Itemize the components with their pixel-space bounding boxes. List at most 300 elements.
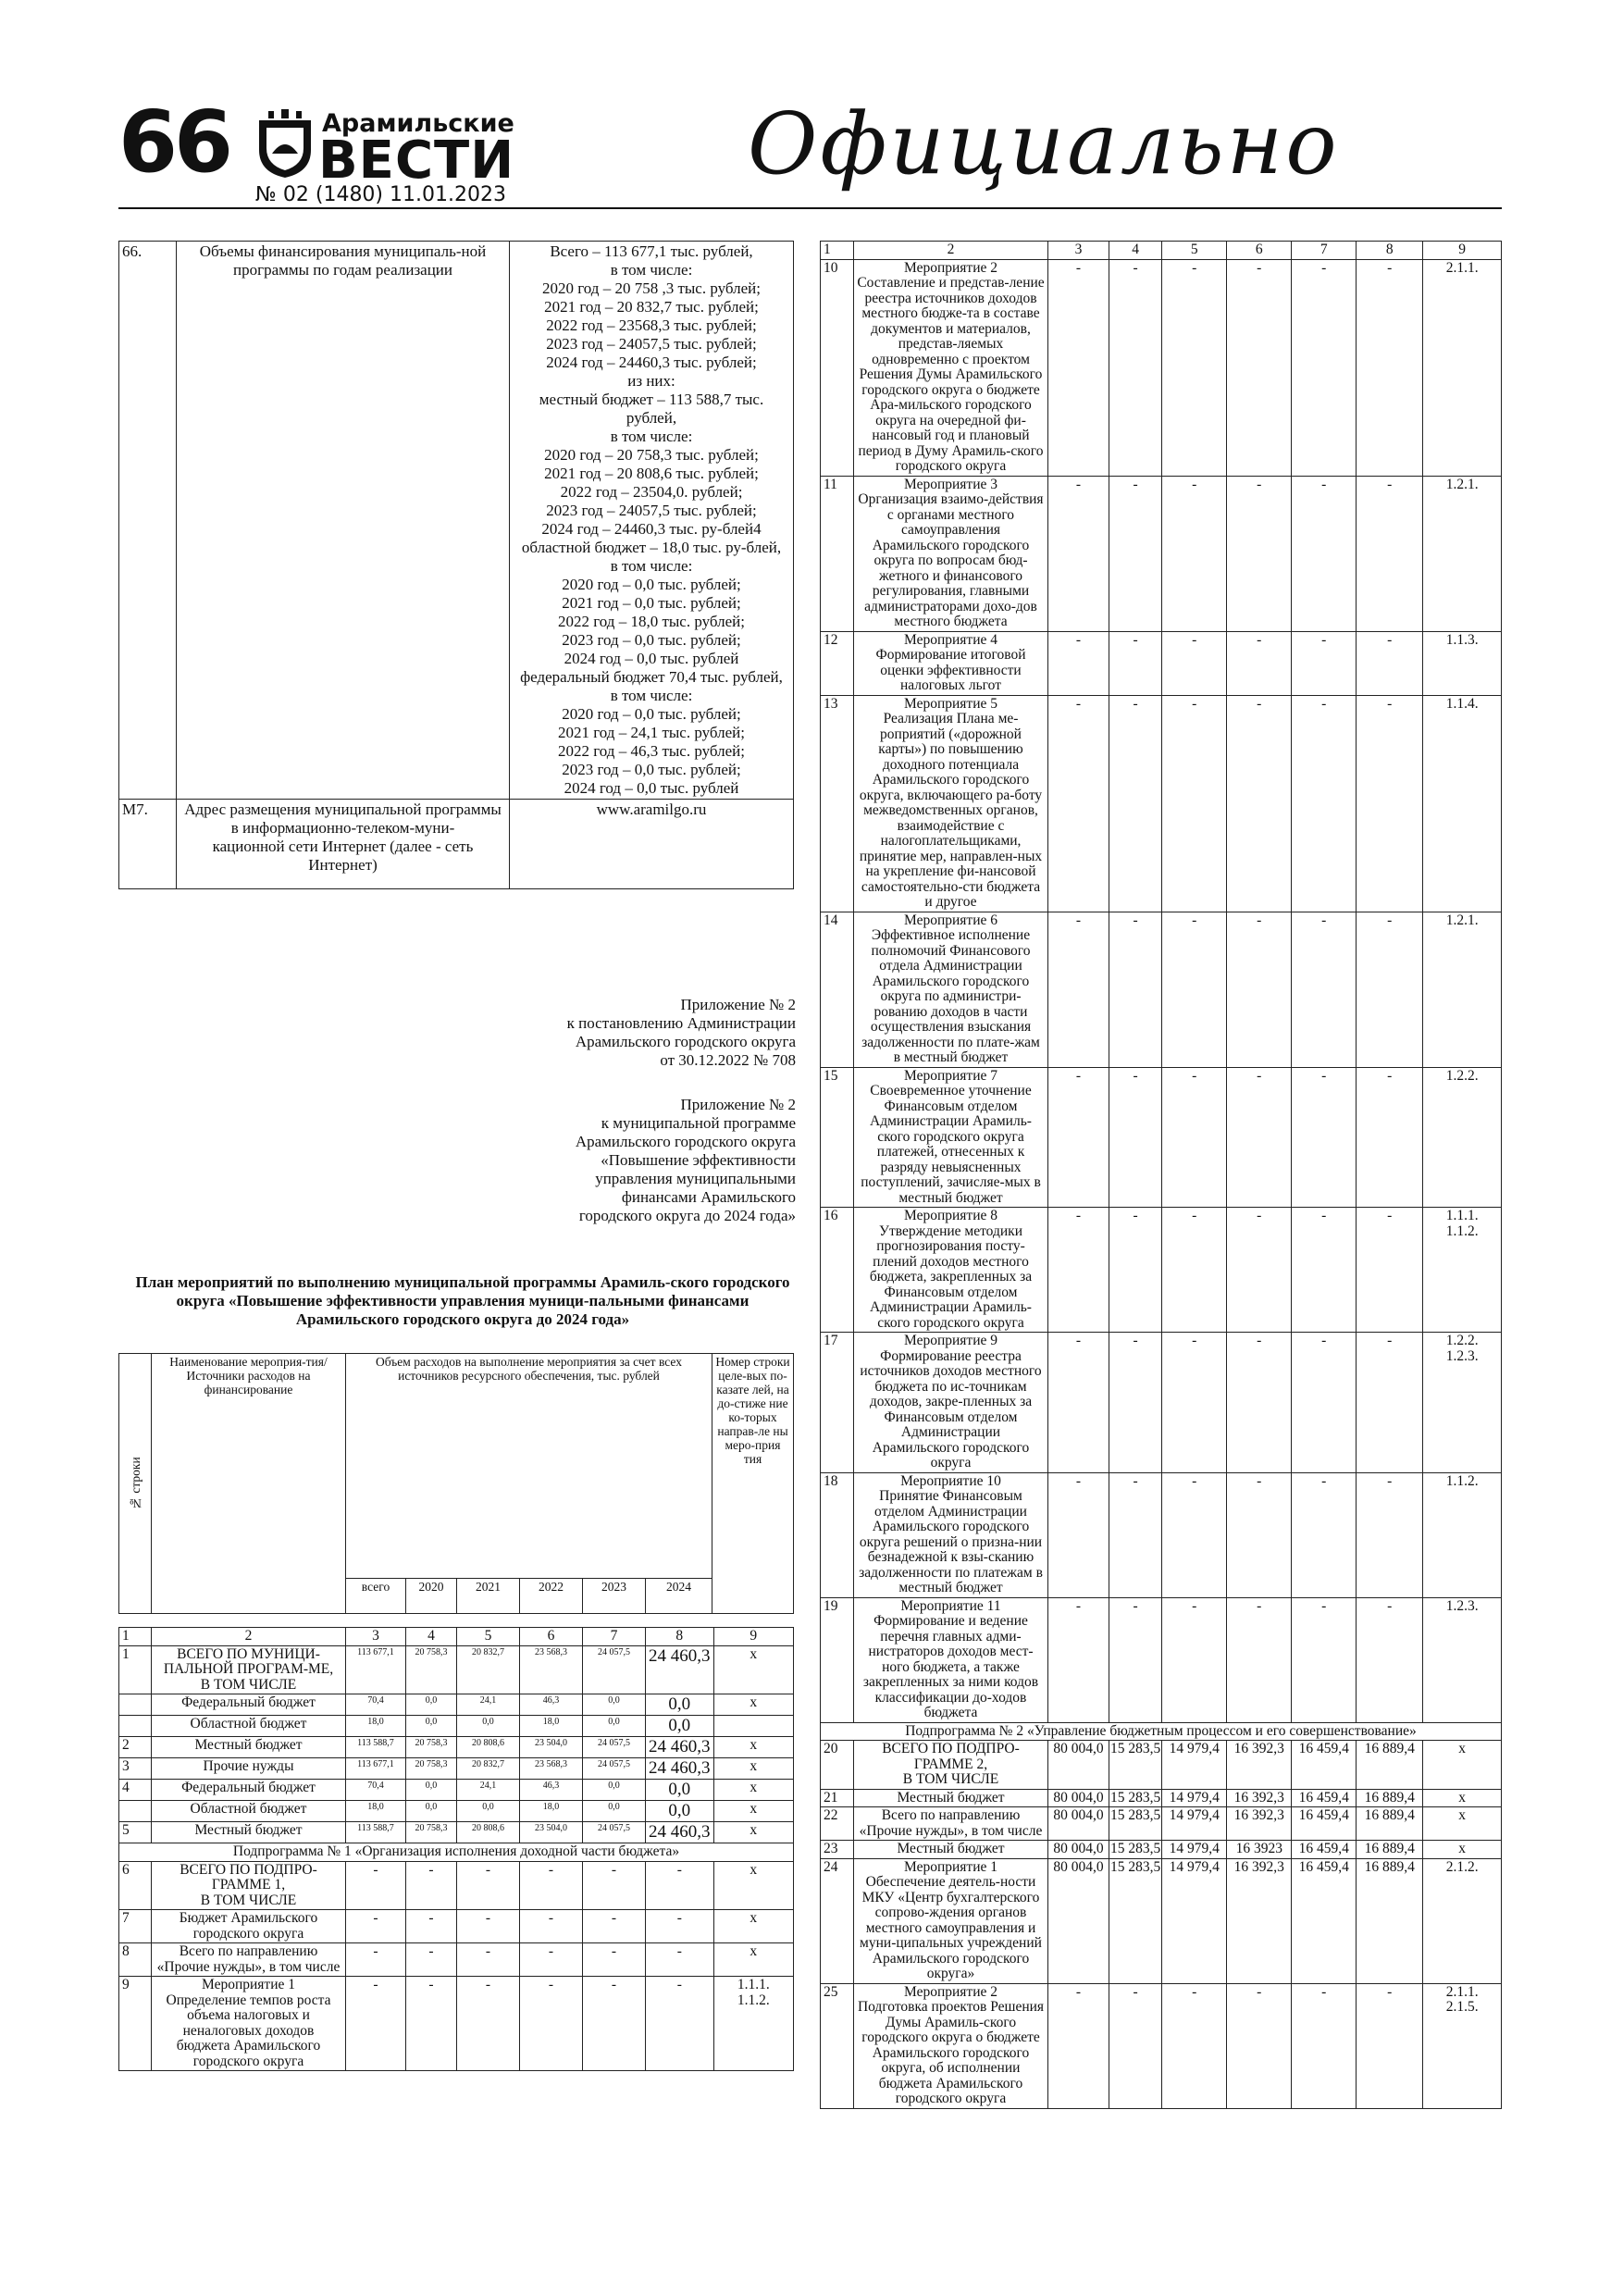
row-value: 14 979,4 bbox=[1162, 1789, 1227, 1807]
row-value: 16 459,4 bbox=[1292, 1741, 1357, 1790]
row-value: - bbox=[1357, 1983, 1423, 2108]
row-value: 24 460,3 bbox=[646, 1645, 714, 1694]
row-value: - bbox=[646, 1861, 714, 1910]
row-value: - bbox=[406, 1977, 457, 2071]
row-value: - bbox=[520, 1861, 583, 1910]
row-value: - bbox=[1162, 912, 1227, 1067]
row-value: 80 004,0 bbox=[1048, 1858, 1109, 1983]
row-number: 23 bbox=[821, 1841, 854, 1859]
row-value: - bbox=[1227, 1067, 1292, 1208]
plan-table-right bbox=[820, 241, 1502, 2109]
col-number: 4 bbox=[1109, 242, 1162, 260]
page-header bbox=[118, 93, 1502, 209]
row-value: - bbox=[1357, 1067, 1423, 1208]
row-name: Мероприятие 10 Принятие Финансовым отделом Администрации Арамильского городского округа решений о призна-нии безнадежной к взы-сканию задолженности по платежам в местный бюджет bbox=[854, 1472, 1048, 1597]
row-value: - bbox=[457, 1910, 520, 1943]
row-target: х bbox=[713, 1910, 793, 1943]
plan-header-table bbox=[118, 1353, 794, 1614]
subprogram-row bbox=[821, 1722, 1502, 1741]
plan-title: План мероприятий по выполнению муниципальной программы Арамиль-ского городского округа «Повышение эффективности управления муници-пальными финансами Арамильского городского округа до 2024 года» bbox=[135, 1273, 790, 1328]
row-value: - bbox=[1357, 1208, 1423, 1333]
plan-table-right-body bbox=[821, 242, 1502, 2109]
row-value: 0,0 bbox=[457, 1801, 520, 1822]
row-number: 18 bbox=[821, 1472, 854, 1597]
row-name: Местный бюджет bbox=[152, 1737, 346, 1758]
table-row bbox=[119, 1801, 794, 1822]
col-row-number-header: № строки bbox=[119, 1354, 152, 1614]
row-value: 0,0 bbox=[457, 1716, 520, 1737]
table-row bbox=[119, 1694, 794, 1716]
row-value: - bbox=[1227, 695, 1292, 912]
row-value: 16 3923 bbox=[1227, 1841, 1292, 1859]
year-header: 2023 bbox=[583, 1579, 646, 1614]
row-name: Мероприятие 1 Определение темпов роста объема налоговых и неналоговых доходов бюджета Арамильского городского округа bbox=[152, 1977, 346, 2071]
row-value: 16 889,4 bbox=[1357, 1807, 1423, 1841]
col-number: 3 bbox=[346, 1628, 406, 1646]
row-number: 3 bbox=[119, 1758, 152, 1780]
row-target: х bbox=[713, 1694, 793, 1716]
row-value: - bbox=[520, 1977, 583, 2071]
row-value: 113 588,7 bbox=[346, 1737, 406, 1758]
row-target: 1.2.3. bbox=[1423, 1597, 1502, 1722]
row-name: Областной бюджет bbox=[152, 1801, 346, 1822]
row-value: 70,4 bbox=[346, 1780, 406, 1801]
row-value: - bbox=[1109, 1983, 1162, 2108]
row-value: 24 460,3 bbox=[646, 1737, 714, 1758]
row-target: 2.1.1. bbox=[1423, 259, 1502, 476]
row-value: - bbox=[1227, 1472, 1292, 1597]
row-value: - bbox=[457, 1977, 520, 2071]
row-value: - bbox=[346, 1943, 406, 1977]
row-value: - bbox=[583, 1861, 646, 1910]
row-number: 2 bbox=[119, 1737, 152, 1758]
row-number: 10 bbox=[821, 259, 854, 476]
table-row bbox=[821, 912, 1502, 1067]
row-number: 25 bbox=[821, 1983, 854, 2108]
row-value: - bbox=[1292, 1472, 1357, 1597]
row-value: 0,0 bbox=[406, 1801, 457, 1822]
table-row bbox=[119, 1758, 794, 1780]
appendix-program: Приложение № 2 к муниципальной программе Арамильского городского округа «Повышение эффективности управления муниципальными финансами Арамильского городского округа до 2024 года» bbox=[575, 1096, 796, 1224]
row-name: Мероприятие 2 Составление и представ-ление реестра источников доходов местного бюдже-та в составе документов и материалов, представ-ляемых одновременно с проектом Решения Думы Арамильского городского округа о бюджете Ара-мильского городского округа на очередной фи-нансовый год и плановый период в Думу Арамиль-ского городского округа bbox=[854, 259, 1048, 476]
table-row bbox=[821, 1789, 1502, 1807]
row-value: - bbox=[346, 1977, 406, 2071]
col-number: 2 bbox=[152, 1628, 346, 1646]
row-value: - bbox=[1357, 259, 1423, 476]
row-value: - bbox=[1109, 631, 1162, 695]
row-name: Мероприятие 1 Обеспечение деятель-ности МКУ «Центр бухгалтерского сопрово-ждения органов местного самоуправления и муни-ципальных учреждений Арамильского городского округа» bbox=[854, 1858, 1048, 1983]
column-number-row bbox=[821, 242, 1502, 260]
row-name: Мероприятие 5 Реализация Плана ме-роприятий («дорожной карты») по повышению доходного потенциала Арамильского городского округа, включающего ра-боту межведомственных органов, взаимодействие с налогоплательщиками, принятие мер, направлен-ных на укрепление фи-нансовой самостоятельно-сти бюджета и другое bbox=[854, 695, 1048, 912]
row-value: 0,0 bbox=[646, 1801, 714, 1822]
logo-small-text: Арамильские bbox=[322, 109, 514, 138]
row-name: Местный бюджет bbox=[854, 1841, 1048, 1859]
col-number: 5 bbox=[1162, 242, 1227, 260]
table-row bbox=[821, 695, 1502, 912]
row-value: 80 004,0 bbox=[1048, 1789, 1109, 1807]
row-value: 16 392,3 bbox=[1227, 1858, 1292, 1983]
table-row bbox=[119, 800, 794, 889]
program-funding-table bbox=[118, 241, 794, 889]
row-value: - bbox=[1227, 1333, 1292, 1473]
row-value: 80 004,0 bbox=[1048, 1807, 1109, 1841]
row-name: Всего по направлению «Прочие нужды», в том числе bbox=[152, 1943, 346, 1977]
row-value: 16 889,4 bbox=[1357, 1841, 1423, 1859]
row-value: 23 568,3 bbox=[520, 1645, 583, 1694]
row-name: Федеральный бюджет bbox=[152, 1780, 346, 1801]
row-value: - bbox=[1357, 476, 1423, 631]
table-row bbox=[119, 1910, 794, 1943]
row-number: 66. bbox=[119, 242, 177, 800]
col-number: 5 bbox=[457, 1628, 520, 1646]
col-number: 6 bbox=[1227, 242, 1292, 260]
row-value: - bbox=[1109, 1472, 1162, 1597]
row-value: 0,0 bbox=[583, 1801, 646, 1822]
row-target: 1.1.3. bbox=[1423, 631, 1502, 695]
row-value: - bbox=[1048, 1983, 1109, 2108]
row-value: - bbox=[1048, 912, 1109, 1067]
row-value: 16 392,3 bbox=[1227, 1741, 1292, 1790]
row-target: 1.1.1. 1.1.2. bbox=[713, 1977, 793, 2071]
row-target: х bbox=[713, 1758, 793, 1780]
row-name: Мероприятие 11 Формирование и ведение перечня главных адми-нистраторов доходов мест-ного бюджета, а также закрепленных за ними кодов классификации до-ходов бюджета bbox=[854, 1597, 1048, 1722]
row-number: 17 bbox=[821, 1333, 854, 1473]
row-value: 113 677,1 bbox=[346, 1758, 406, 1780]
row-value: - bbox=[583, 1910, 646, 1943]
row-target: 2.1.2. bbox=[1423, 1858, 1502, 1983]
row-value: - bbox=[1292, 1208, 1357, 1333]
row-value: 0,0 bbox=[406, 1780, 457, 1801]
row-value: - bbox=[1109, 1333, 1162, 1473]
row-number: 8 bbox=[119, 1943, 152, 1977]
row-value: - bbox=[1048, 1597, 1109, 1722]
col-number: 7 bbox=[583, 1628, 646, 1646]
row-value: 24 057,5 bbox=[583, 1737, 646, 1758]
table-row bbox=[119, 1780, 794, 1801]
row-target: 1.1.4. bbox=[1423, 695, 1502, 912]
row-value: - bbox=[346, 1861, 406, 1910]
row-value: - bbox=[1109, 476, 1162, 631]
row-value: 0,0 bbox=[583, 1780, 646, 1801]
row-value: 20 758,3 bbox=[406, 1645, 457, 1694]
col-number: 1 bbox=[119, 1628, 152, 1646]
table-row bbox=[821, 1983, 1502, 2108]
row-value: - bbox=[406, 1943, 457, 1977]
row-value: 24,1 bbox=[457, 1694, 520, 1716]
row-target: 1.1.2. bbox=[1423, 1472, 1502, 1597]
row-number: 21 bbox=[821, 1789, 854, 1807]
row-value: - bbox=[1227, 259, 1292, 476]
row-target: х bbox=[713, 1780, 793, 1801]
row-name: ВСЕГО ПО МУНИЦИ-ПАЛЬНОЙ ПРОГРАМ-МЕ, В ТОМ ЧИСЛЕ bbox=[152, 1645, 346, 1694]
row-value: 15 283,5 bbox=[1109, 1741, 1162, 1790]
table-row bbox=[119, 1943, 794, 1977]
appendix-resolution: Приложение № 2 к постановлению Администрации Арамильского городского округа от 30.12.2022 № 708 bbox=[566, 996, 796, 1069]
row-value: 24 460,3 bbox=[646, 1822, 714, 1843]
row-value: - bbox=[346, 1910, 406, 1943]
row-value: - bbox=[1292, 695, 1357, 912]
row-number: 4 bbox=[119, 1780, 152, 1801]
header-divider bbox=[118, 207, 1502, 209]
row-number: 12 bbox=[821, 631, 854, 695]
row-value: - bbox=[1048, 476, 1109, 631]
row-value: - bbox=[583, 1977, 646, 2071]
row-value: - bbox=[457, 1861, 520, 1910]
logo-big-text: ВЕСТИ bbox=[318, 130, 515, 191]
row-value: - bbox=[1292, 631, 1357, 695]
row-target: х bbox=[713, 1822, 793, 1843]
row-value: - bbox=[1048, 1067, 1109, 1208]
row-value: 24 057,5 bbox=[583, 1645, 646, 1694]
col-number: 2 bbox=[854, 242, 1048, 260]
row-value: 16 459,4 bbox=[1292, 1789, 1357, 1807]
row-value: - bbox=[1162, 695, 1227, 912]
col-number: 6 bbox=[520, 1628, 583, 1646]
subprogram-title: Подпрограмма № 2 «Управление бюджетным процессом и его совершенствование» bbox=[821, 1722, 1502, 1741]
row-target: 1.2.2. bbox=[1423, 1067, 1502, 1208]
col-number: 8 bbox=[646, 1628, 714, 1646]
section-title: Официально bbox=[748, 94, 1340, 193]
col-name-header: Наименование мероприя-тия/ Источники расходов на финансирование bbox=[152, 1354, 346, 1614]
row-value: 0,0 bbox=[583, 1694, 646, 1716]
row-number: 14 bbox=[821, 912, 854, 1067]
row-value: - bbox=[1109, 259, 1162, 476]
table-row bbox=[821, 476, 1502, 631]
row-name: Мероприятие 7 Своевременное уточнение Финансовым отделом Администрации Арамиль-ского городского округа платежей, отнесенных к разряду невыясненных поступлений, зачисляе-мых в местный бюджет bbox=[854, 1067, 1048, 1208]
row-value: 23 504,0 bbox=[520, 1737, 583, 1758]
row-target: х bbox=[1423, 1741, 1502, 1790]
table-row bbox=[821, 1472, 1502, 1597]
row-value: 15 283,5 bbox=[1110, 1789, 1161, 1806]
row-value: - bbox=[646, 1910, 714, 1943]
row-number: 1 bbox=[119, 1645, 152, 1694]
table-row bbox=[119, 1737, 794, 1758]
col-number: 3 bbox=[1048, 242, 1109, 260]
row-value: - bbox=[1048, 695, 1109, 912]
year-header: 2021 bbox=[457, 1579, 520, 1614]
row-value: 23 504,0 bbox=[520, 1822, 583, 1843]
table-row bbox=[821, 1333, 1502, 1473]
row-name: Местный бюджет bbox=[152, 1822, 346, 1843]
page-number: 66 bbox=[118, 93, 230, 192]
row-value: 80 004,0 bbox=[1048, 1841, 1109, 1859]
row-name: Всего по направлению «Прочие нужды», в том числе bbox=[854, 1807, 1048, 1841]
row-value: 113 588,7 bbox=[346, 1822, 406, 1843]
year-header: 2020 bbox=[406, 1579, 457, 1614]
row-value: - bbox=[646, 1943, 714, 1977]
table-row bbox=[821, 1841, 1502, 1859]
col-number: 7 bbox=[1292, 242, 1357, 260]
row-value: 14 979,4 bbox=[1162, 1858, 1227, 1983]
row-label: Адрес размещения муниципальной программы в информационно-телеком-муни- кационной сети Интернет (далее - сеть Интернет) bbox=[177, 800, 510, 889]
row-value: 0,0 bbox=[646, 1780, 714, 1801]
row-value: - bbox=[520, 1910, 583, 1943]
table-row bbox=[119, 1645, 794, 1694]
row-value: - bbox=[1292, 259, 1357, 476]
row-value: 15 283,5 bbox=[1109, 1858, 1162, 1983]
table-row bbox=[821, 1208, 1502, 1333]
row-number: 11 bbox=[821, 476, 854, 631]
row-value: 18,0 bbox=[346, 1716, 406, 1737]
row-number: 6 bbox=[119, 1861, 152, 1910]
row-value: - bbox=[1227, 631, 1292, 695]
row-value: 24,1 bbox=[457, 1780, 520, 1801]
row-value: - bbox=[1109, 1597, 1162, 1722]
row-name: Мероприятие 6 Эффективное исполнение полномочий Финансового отдела Администрации Арамильского городского округа по администри-рованию доходов в части осуществления взыскания задолженности по плате-жам в местный бюджет bbox=[854, 912, 1048, 1067]
row-value: 0,0 bbox=[406, 1694, 457, 1716]
row-value: 80 004,0 bbox=[1048, 1741, 1109, 1790]
row-target: х bbox=[1423, 1807, 1502, 1841]
row-value: - bbox=[1109, 695, 1162, 912]
table-row bbox=[821, 631, 1502, 695]
row-value: - bbox=[1357, 631, 1423, 695]
table-row bbox=[821, 1741, 1502, 1790]
row-value: 23 568,3 bbox=[520, 1758, 583, 1780]
row-value: 14 979,4 bbox=[1162, 1807, 1227, 1841]
row-value: - bbox=[1048, 1333, 1109, 1473]
row-value: - bbox=[1162, 1067, 1227, 1208]
row-name: Федеральный бюджет bbox=[152, 1694, 346, 1716]
table-row bbox=[821, 1067, 1502, 1208]
row-number: 9 bbox=[119, 1977, 152, 2071]
row-name: Мероприятие 9 Формирование реестра источников доходов местного бюджета по ис-точникам доходов, закре-пленных за Финансовым отделом Администрации Арамильского городского округа bbox=[854, 1333, 1048, 1473]
row-value: - bbox=[583, 1943, 646, 1977]
row-value: - bbox=[1109, 1208, 1162, 1333]
row-value: - bbox=[1048, 1472, 1109, 1597]
row-value: 16 459,4 bbox=[1292, 1841, 1357, 1859]
table-row bbox=[119, 1861, 794, 1910]
row-value: 16 889,4 bbox=[1357, 1858, 1423, 1983]
row-value: - bbox=[1162, 631, 1227, 695]
row-value: 20 808,6 bbox=[457, 1737, 520, 1758]
row-name: Мероприятие 8 Утверждение методики прогнозирования посту-плений доходов местного бюджета, закрепленных за Финансовым отделом Администрации Арамиль-ского городского округа bbox=[854, 1208, 1048, 1333]
row-value: 24 460,3 bbox=[646, 1758, 714, 1780]
row-target: х bbox=[713, 1645, 793, 1694]
table-row bbox=[821, 1858, 1502, 1983]
row-value: 20 808,6 bbox=[457, 1822, 520, 1843]
table-row bbox=[821, 1807, 1502, 1841]
row-value: 20 758,3 bbox=[406, 1822, 457, 1843]
subprogram-row bbox=[119, 1843, 794, 1862]
row-value: - bbox=[406, 1910, 457, 1943]
row-value: - bbox=[1227, 1597, 1292, 1722]
row-value: 16 392,3 bbox=[1227, 1807, 1292, 1841]
row-number: 5 bbox=[119, 1822, 152, 1843]
row-number: 15 bbox=[821, 1067, 854, 1208]
row-name: Областной бюджет bbox=[152, 1716, 346, 1737]
row-value: 20 832,7 bbox=[457, 1645, 520, 1694]
year-header: 2022 bbox=[520, 1579, 583, 1614]
row-name: ВСЕГО ПО ПОДПРО-ГРАММЕ 2, В ТОМ ЧИСЛЕ bbox=[854, 1741, 1048, 1790]
col-number: 9 bbox=[713, 1628, 793, 1646]
plan-table-left bbox=[118, 1627, 794, 2071]
row-name: Мероприятие 2 Подготовка проектов Решения Думы Арамиль-ского городского округа о бюджете Арамильского городского округа, об исполнении бюджета Арамильского городского округа bbox=[854, 1983, 1048, 2108]
row-name: Местный бюджет bbox=[854, 1789, 1048, 1807]
issue-info: № 02 (1480) 11.01.2023 bbox=[255, 183, 506, 206]
row-value: - bbox=[1162, 1472, 1227, 1597]
row-value: 18,0 bbox=[346, 1801, 406, 1822]
row-value: - bbox=[520, 1943, 583, 1977]
row-target bbox=[713, 1716, 793, 1737]
row-target: 1.2.2. 1.2.3. bbox=[1423, 1333, 1502, 1473]
row-value: - bbox=[1227, 476, 1292, 631]
row-label: Объемы финансирования муниципаль-ной программы по годам реализации bbox=[177, 242, 510, 800]
row-value: 14 979,4 bbox=[1162, 1741, 1227, 1790]
row-target: х bbox=[713, 1861, 793, 1910]
row-target: 1.2.1. bbox=[1423, 476, 1502, 631]
row-target: х bbox=[1423, 1789, 1502, 1807]
row-value: - bbox=[1292, 1983, 1357, 2108]
row-value: - bbox=[457, 1943, 520, 1977]
row-value: 0,0 bbox=[406, 1716, 457, 1737]
row-value: 18,0 bbox=[520, 1716, 583, 1737]
row-value: Всего – 113 677,1 тыс. рублей, в том числе: 2020 год – 20 758 ,3 тыс. рублей; 2021 год – 20 832,7 тыс. рублей; 2022 год – 23568,3 тыс. рублей; 2023 год – 24057,5 тыс. рублей; 2024 год – 24460,3 тыс. рублей; из них: местный бюджет – 113 588,7 тыс. рублей, в том числе: 2020 год – 20 758,3 тыс. рублей; 2021 год – 20 808,6 тыс. рублей; 2022 год – 23504,0. рублей; 2023 год – 24057,5 тыс. рублей; 2024 год – 24460,3 тыс. ру-блей4 областной бюджет – 18,0 тыс. ру-блей, в том числе: 2020 год – 0,0 тыс. рублей; 2021 год – 0,0 тыс. рублей; 2022 год – 18,0 тыс. рублей; 2023 год – 0,0 тыс. рублей; 2024 год – 0,0 тыс. рублей федеральный бюджет 70,4 тыс. рублей, в том числе: 2020 год – 0,0 тыс. рублей; 2021 год – 24,1 тыс. рублей; 2022 год – 46,3 тыс. рублей; 2023 год – 0,0 тыс. рублей; 2024 год – 0,0 тыс. рублей bbox=[510, 242, 794, 800]
column-number-row bbox=[119, 1628, 794, 1646]
row-target: 1.2.1. bbox=[1423, 912, 1502, 1067]
row-value: - bbox=[1292, 476, 1357, 631]
row-value: - bbox=[1227, 1983, 1292, 2108]
row-value: 16 459,4 bbox=[1292, 1807, 1357, 1841]
table-row bbox=[119, 1716, 794, 1737]
header-row bbox=[119, 1354, 794, 1579]
row-value: - bbox=[1292, 912, 1357, 1067]
row-value: - bbox=[1109, 912, 1162, 1067]
row-value: - bbox=[1357, 695, 1423, 912]
row-value: - bbox=[1109, 1067, 1162, 1208]
row-value: - bbox=[1048, 631, 1109, 695]
newspaper-logo bbox=[255, 107, 588, 191]
row-value: 46,3 bbox=[520, 1780, 583, 1801]
row-name: Мероприятие 4 Формирование итоговой оценки эффективности налоговых льгот bbox=[854, 631, 1048, 695]
row-name: ВСЕГО ПО ПОДПРО-ГРАММЕ 1, В ТОМ ЧИСЛЕ bbox=[152, 1861, 346, 1910]
row-number bbox=[119, 1716, 152, 1737]
row-value: 16 392,3 bbox=[1227, 1789, 1292, 1807]
table-row bbox=[119, 1822, 794, 1843]
plan-table-left-body bbox=[119, 1628, 794, 2071]
row-value: 24 057,5 bbox=[583, 1822, 646, 1843]
row-value: 0,0 bbox=[646, 1716, 714, 1737]
row-number bbox=[119, 1801, 152, 1822]
row-value: 14 979,4 bbox=[1162, 1841, 1227, 1859]
row-number: 7 bbox=[119, 1910, 152, 1943]
col-number: 4 bbox=[406, 1628, 457, 1646]
row-value: - bbox=[1292, 1597, 1357, 1722]
row-value: - bbox=[1357, 1597, 1423, 1722]
row-value: - bbox=[1227, 912, 1292, 1067]
row-target: 2.1.1. 2.1.5. bbox=[1423, 1983, 1502, 2108]
row-number: М7. bbox=[119, 800, 177, 889]
row-target: 1.1.1. 1.1.2. bbox=[1423, 1208, 1502, 1333]
col-number: 8 bbox=[1357, 242, 1423, 260]
table-row bbox=[119, 242, 794, 800]
row-value: 18,0 bbox=[520, 1801, 583, 1822]
row-number: 24 bbox=[821, 1858, 854, 1983]
row-value: 24 057,5 bbox=[583, 1758, 646, 1780]
row-number: 16 bbox=[821, 1208, 854, 1333]
row-name: Прочие нужды bbox=[152, 1758, 346, 1780]
row-value: - bbox=[1162, 1597, 1227, 1722]
row-value: - bbox=[1162, 1983, 1227, 2108]
row-value: 16 459,4 bbox=[1292, 1858, 1357, 1983]
row-name: Мероприятие 3 Организация взаимо-действия с органами местного самоуправления Арамильского городского округа по вопросам бюд-жетного и финансового регулирования, главными администраторами дохо-дов местного бюджета bbox=[854, 476, 1048, 631]
row-value: - bbox=[1357, 912, 1423, 1067]
row-value: - bbox=[1292, 1067, 1357, 1208]
row-value: - bbox=[1048, 1208, 1109, 1333]
row-target: х bbox=[713, 1943, 793, 1977]
row-number: 13 bbox=[821, 695, 854, 912]
row-value: 0,0 bbox=[646, 1694, 714, 1716]
row-value: 20 758,3 bbox=[406, 1758, 457, 1780]
